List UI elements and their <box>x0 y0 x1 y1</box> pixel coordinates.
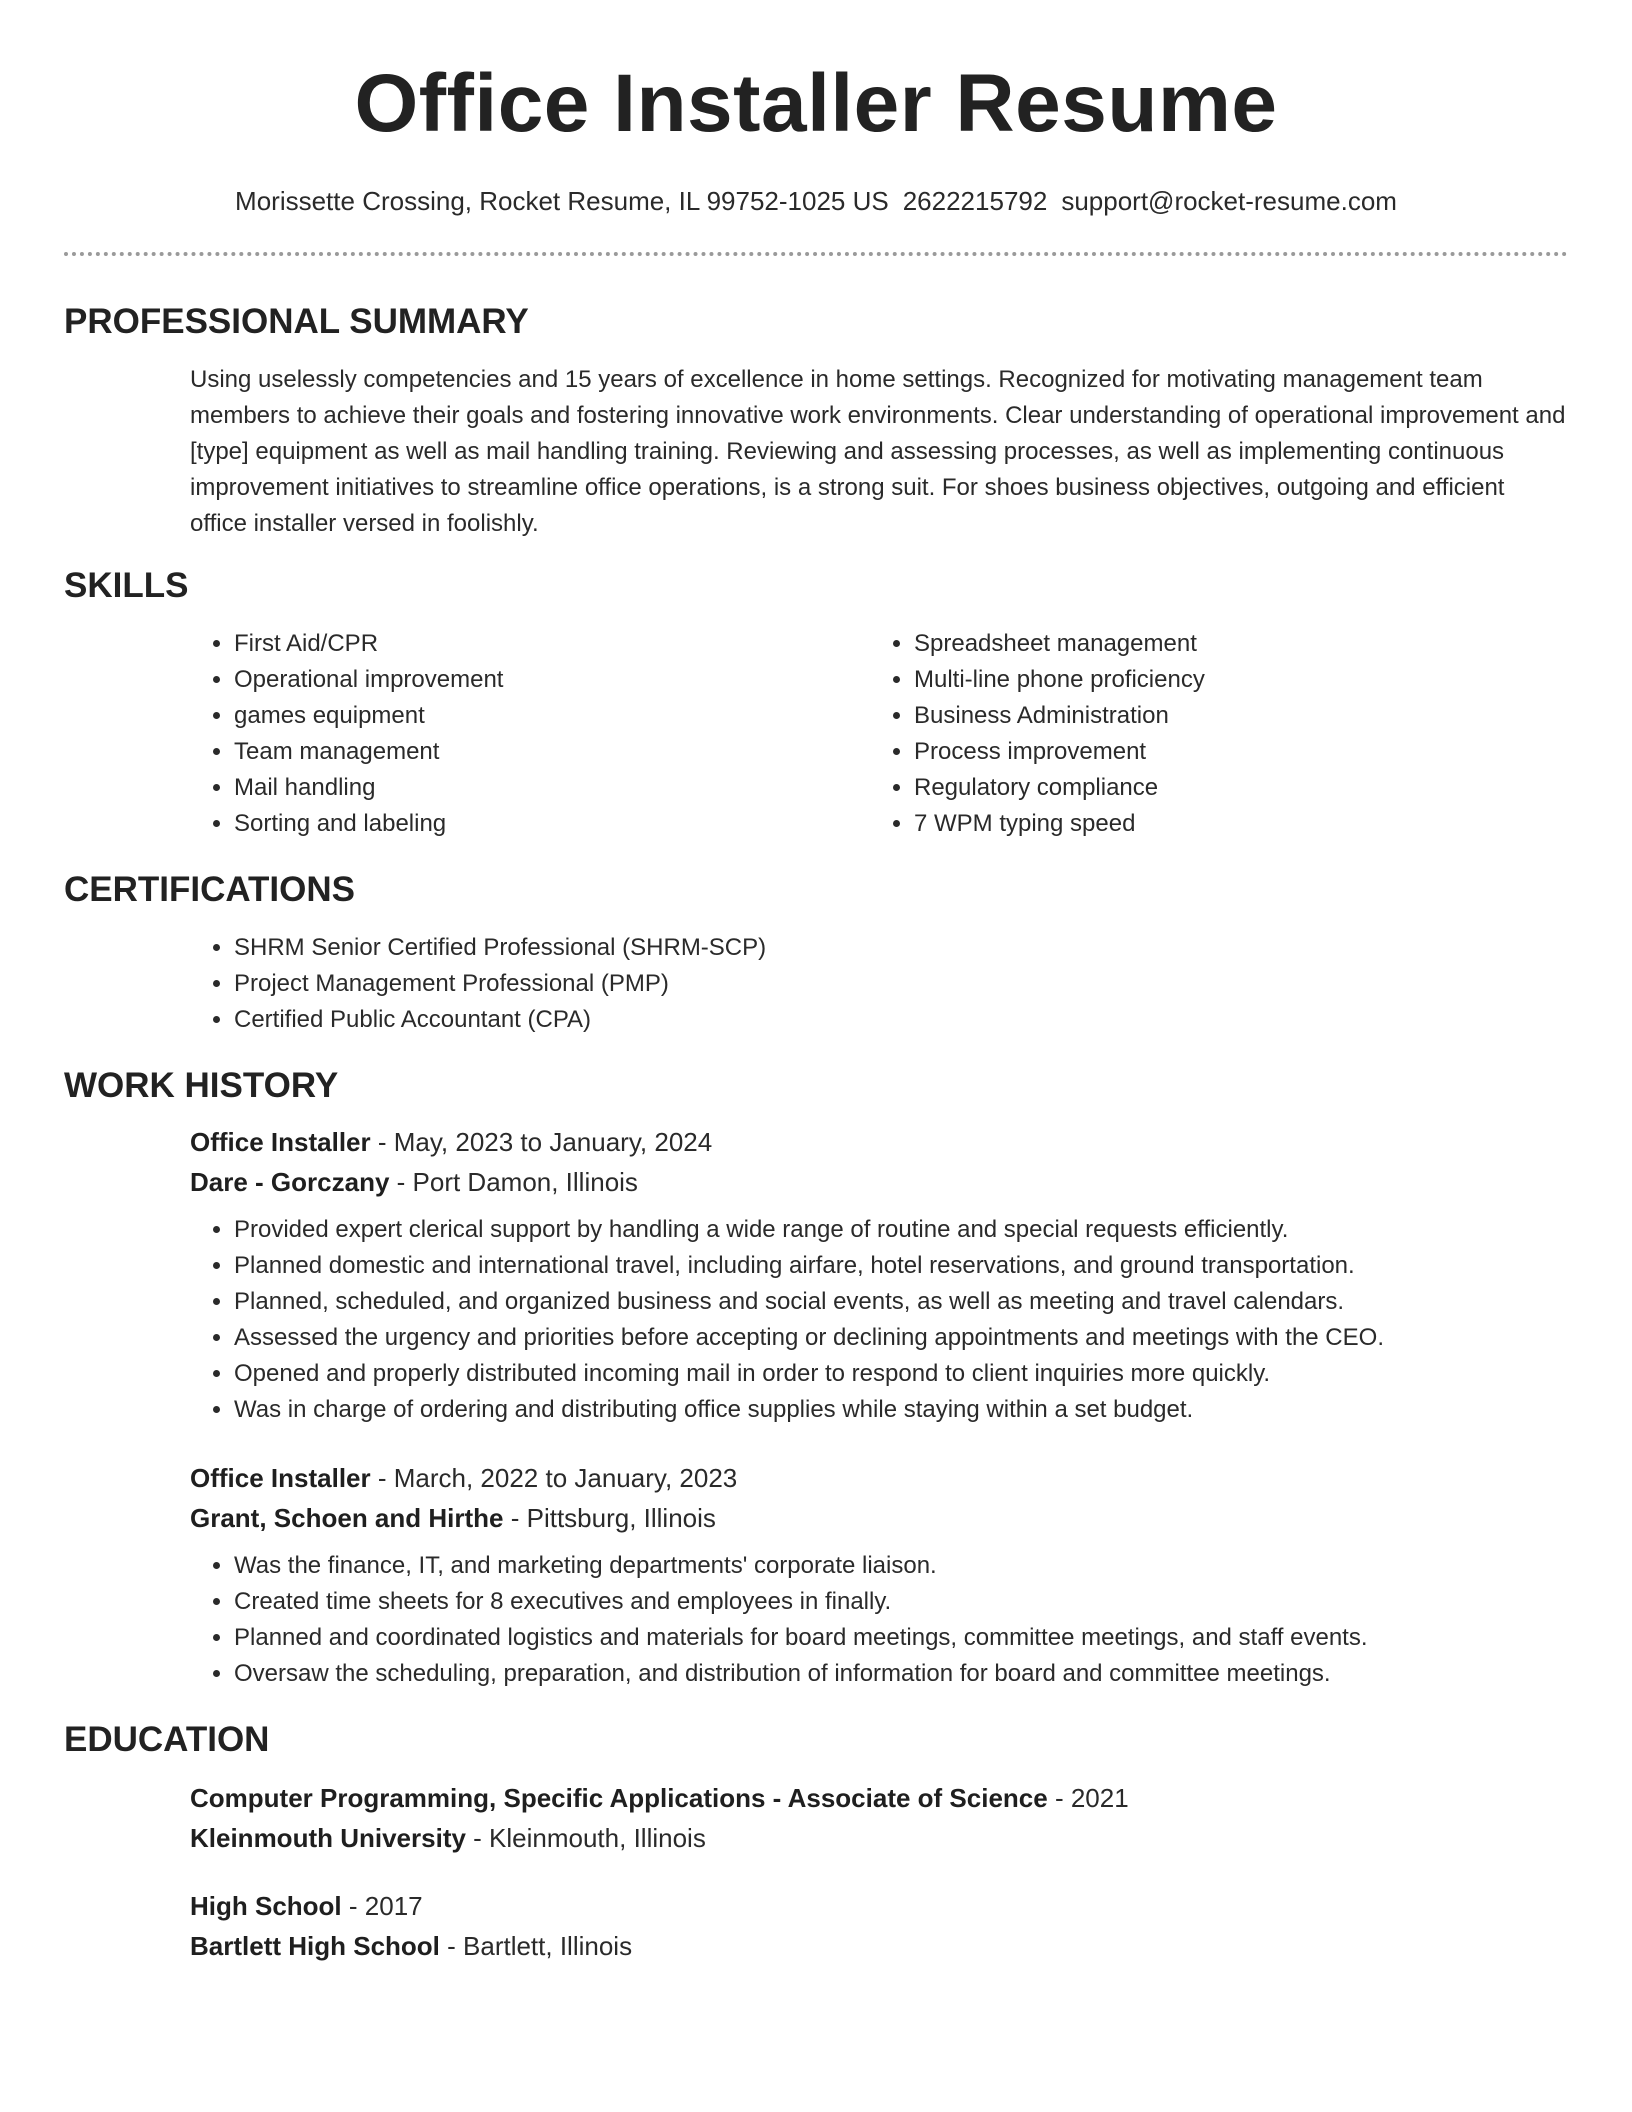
job-bullet: • Oversaw the scheduling, preparation, and distribution of information for board and committee meetings. <box>234 1656 1568 1692</box>
job-title: Office Installer <box>190 1127 371 1157</box>
skill-item: • Sorting and labeling <box>234 806 870 842</box>
summary-text: Using uselessly competencies and 15 years of excellence in home settings. Recognized for motivating management team members to achieve their goals and fostering innovative work environments. Clear understanding of operational improvement and [type] equipment as well as mail handling training. Reviewing and assessing processes, as well as implementing continuous improvement initiatives to streamline office operations, is a strong suit. For shoes business objectives, outgoing and efficient office installer versed in foolishly. <box>190 366 1566 537</box>
education-school-line <box>190 1926 1568 1966</box>
job-bullet: • Planned domestic and international travel, including airfare, hotel reservations, and ground transportation. <box>234 1248 1568 1284</box>
job-bullets <box>190 1548 1568 1692</box>
education-school-line <box>190 1818 1568 1858</box>
certification-item: • SHRM Senior Certified Professional (SHRM-SCP) <box>234 930 1568 966</box>
skills-heading: SKILLS <box>64 566 189 605</box>
job-bullets <box>190 1212 1568 1428</box>
education-degree-line <box>190 1778 1568 1818</box>
job-entry <box>190 1122 1568 1428</box>
education-entry <box>190 1886 1568 1966</box>
certification-item: • Project Management Professional (PMP) <box>234 966 1568 1002</box>
job-bullet: • Was the finance, IT, and marketing departments' corporate liaison. <box>234 1548 1568 1584</box>
certifications-list <box>190 930 1568 1038</box>
skill-item: • Spreadsheet management <box>914 626 1550 662</box>
header-divider <box>64 252 1568 256</box>
job-company: Grant, Schoen and Hirthe <box>190 1503 504 1533</box>
education-school: Bartlett High School <box>190 1931 440 1961</box>
skill-item: • games equipment <box>234 698 870 734</box>
job-bullet: • Was in charge of ordering and distributing office supplies while staying within a set budget. <box>234 1392 1568 1428</box>
job-entry <box>190 1458 1568 1692</box>
job-company-line <box>190 1498 1568 1538</box>
job-bullet: • Planned and coordinated logistics and materials for board meetings, committee meetings, and staff events. <box>234 1620 1568 1656</box>
skill-item: • Team management <box>234 734 870 770</box>
job-title-line <box>190 1122 1568 1162</box>
skills-column-left <box>190 626 870 842</box>
job-location: - Port Damon, Illinois <box>389 1167 638 1197</box>
contact-address: Morissette Crossing, Rocket Resume, IL 99752-1025 US <box>235 186 889 216</box>
education-entry <box>190 1778 1568 1858</box>
summary-heading: PROFESSIONAL SUMMARY <box>64 302 529 341</box>
skills-list <box>190 626 1568 842</box>
summary-section <box>190 362 1568 542</box>
job-bullet: • Assessed the urgency and priorities before accepting or declining appointments and meetings with the CEO. <box>234 1320 1568 1356</box>
education-location: - Bartlett, Illinois <box>439 1931 633 1961</box>
education-year: - 2021 <box>1047 1783 1129 1813</box>
education-heading: EDUCATION <box>64 1720 270 1759</box>
skill-item: • First Aid/CPR <box>234 626 870 662</box>
education-degree-line <box>190 1886 1568 1926</box>
work-history-heading: WORK HISTORY <box>64 1066 339 1105</box>
certification-item: • Certified Public Accountant (CPA) <box>234 1002 1568 1038</box>
job-dates: - May, 2023 to January, 2024 <box>370 1127 713 1157</box>
job-bullet: • Opened and properly distributed incoming mail in order to respond to client inquiries more quickly. <box>234 1356 1568 1392</box>
contact-line <box>64 184 1568 218</box>
resume-title: Office Installer Resume <box>354 58 1278 149</box>
job-title-line <box>190 1458 1568 1498</box>
contact-phone: 2622215792 <box>902 186 1048 216</box>
job-bullet: • Provided expert clerical support by handling a wide range of routine and special requests efficiently. <box>234 1212 1568 1248</box>
education-school: Kleinmouth University <box>190 1823 466 1853</box>
skill-item: • Mail handling <box>234 770 870 806</box>
skill-item: • Process improvement <box>914 734 1550 770</box>
skill-item: • Business Administration <box>914 698 1550 734</box>
job-location: - Pittsburg, Illinois <box>503 1503 716 1533</box>
job-company: Dare - Gorczany <box>190 1167 390 1197</box>
education-degree: High School <box>190 1891 342 1921</box>
education-degree: Computer Programming, Specific Applications - Associate of Science <box>190 1783 1048 1813</box>
certifications-heading: CERTIFICATIONS <box>64 870 356 909</box>
job-company-line <box>190 1162 1568 1202</box>
skill-item: • Multi-line phone proficiency <box>914 662 1550 698</box>
skill-item: • Regulatory compliance <box>914 770 1550 806</box>
skills-column-right <box>870 626 1550 842</box>
job-title: Office Installer <box>190 1463 371 1493</box>
skill-item: • Operational improvement <box>234 662 870 698</box>
contact-email: support@rocket-resume.com <box>1061 186 1397 216</box>
education-year: - 2017 <box>341 1891 423 1921</box>
job-bullet: • Created time sheets for 8 executives and employees in finally. <box>234 1584 1568 1620</box>
job-dates: - March, 2022 to January, 2023 <box>370 1463 738 1493</box>
job-bullet: • Planned, scheduled, and organized business and social events, as well as meeting and travel calendars. <box>234 1284 1568 1320</box>
skill-item: • 7 WPM typing speed <box>914 806 1550 842</box>
education-location: - Kleinmouth, Illinois <box>465 1823 706 1853</box>
